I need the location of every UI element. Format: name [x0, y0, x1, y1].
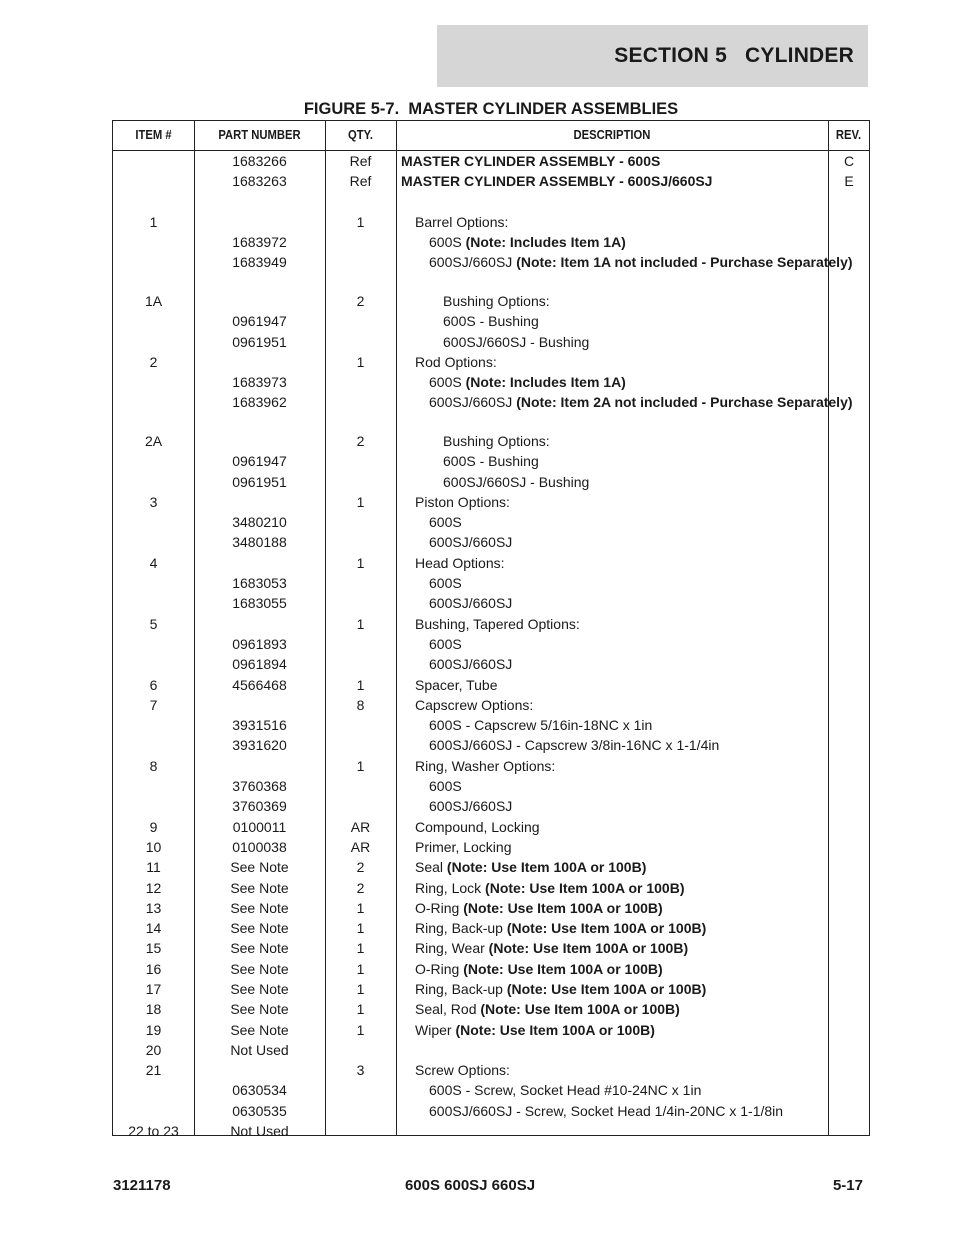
part-number-cell: 0630535 — [232, 1102, 287, 1119]
table-row — [113, 532, 869, 552]
description-cell — [401, 758, 840, 775]
description-cell — [401, 153, 826, 170]
revision-cell: C — [843, 153, 855, 169]
header-item: ITEM # — [135, 128, 172, 142]
table-row — [113, 979, 869, 999]
description-cell — [401, 798, 854, 815]
description-note: (Note: Use Item 100A or 100B) — [446, 859, 647, 876]
description-text: Barrel Options: — [415, 213, 509, 230]
table-row — [113, 695, 869, 715]
table-row — [113, 151, 869, 171]
description-text: Ring, Back-up — [415, 920, 503, 937]
item-number-cell: 10 — [145, 838, 162, 855]
description-cell — [401, 1103, 854, 1120]
header-rev: REV. — [835, 128, 862, 142]
item-number-cell: 6 — [149, 676, 158, 693]
description-note: (Note: Use Item 100A or 100B) — [463, 960, 663, 977]
description-text: 600SJ/660SJ — [429, 254, 513, 271]
table-row — [113, 573, 869, 593]
part-number-cell: 0961893 — [232, 635, 287, 652]
qty-cell: 1 — [356, 899, 365, 916]
qty-cell: 8 — [356, 696, 365, 713]
table-row — [113, 291, 869, 311]
footer-page-number: 5-17 — [832, 1177, 863, 1194]
section-title: SECTION 5 CYLINDER — [614, 44, 854, 67]
description-cell — [401, 234, 854, 251]
table-row — [113, 1020, 869, 1040]
description-text: Seal — [415, 859, 444, 876]
description-cell — [401, 494, 840, 511]
table-row — [113, 938, 869, 958]
description-note: (Note: Use Item 100A or 100B) — [506, 980, 707, 997]
qty-cell: AR — [350, 818, 371, 835]
description-text: 600S - Screw, Socket Head #10-24NC x 1in — [429, 1082, 702, 1099]
description-text: Bushing Options: — [443, 292, 550, 309]
table-row — [113, 431, 869, 451]
footer-models: 600S 600SJ 660SJ — [404, 1177, 536, 1194]
description-text: 600SJ/660SJ — [429, 534, 513, 551]
table-row — [113, 1101, 869, 1121]
table-row — [113, 332, 869, 352]
description-text: 600S — [429, 374, 462, 391]
description-cell — [401, 839, 840, 856]
table-row — [113, 472, 869, 492]
description-cell — [401, 940, 840, 957]
table-row — [113, 918, 869, 938]
qty-cell: 3 — [356, 1062, 365, 1079]
description-cell — [401, 474, 868, 491]
item-number-cell: 19 — [145, 1021, 162, 1038]
table-row — [113, 898, 869, 918]
description-note: (Note: Use Item 100A or 100B) — [488, 940, 689, 957]
part-number-cell: 0100011 — [232, 818, 287, 835]
description-text: MASTER CYLINDER ASSEMBLY - 600SJ/660SJ — [401, 173, 713, 190]
part-number-cell: 0630534 — [232, 1082, 287, 1099]
part-number-cell: See Note — [230, 1021, 289, 1038]
item-number-cell: 17 — [145, 980, 162, 997]
table-row — [113, 392, 869, 431]
part-number-cell: 0961947 — [232, 313, 287, 330]
description-text: 600SJ/660SJ — [429, 798, 513, 815]
description-text: Wiper — [415, 1021, 452, 1038]
part-number-cell: 3931516 — [232, 717, 287, 734]
description-text: MASTER CYLINDER ASSEMBLY - 600S — [401, 153, 661, 169]
part-number-cell: Not Used — [230, 1041, 289, 1058]
description-text: Head Options: — [415, 554, 505, 571]
header-description: DESCRIPTION — [573, 128, 651, 142]
spacer-row — [113, 192, 869, 212]
item-number-cell: 3 — [149, 493, 158, 510]
item-number-cell: 2A — [144, 432, 163, 449]
part-number-cell: See Note — [230, 899, 289, 916]
description-text: 600S - Bushing — [443, 313, 539, 330]
description-cell — [401, 717, 854, 734]
description-text: 600SJ/660SJ - Screw, Socket Head 1/4in-20NC x 1-1/8in — [429, 1102, 784, 1119]
item-number-cell: 16 — [145, 960, 162, 977]
description-cell — [401, 394, 854, 411]
description-note: (Note: Includes Item 1A) — [465, 234, 626, 251]
description-cell — [401, 920, 840, 937]
description-cell — [401, 575, 854, 592]
footer-doc-number: 3121178 — [113, 1177, 171, 1194]
description-text: O-Ring — [415, 899, 460, 916]
description-text: Primer, Locking — [415, 838, 512, 855]
description-text: Ring, Washer Options: — [415, 757, 556, 774]
part-number-cell: 0961951 — [232, 473, 287, 490]
description-cell — [401, 254, 854, 271]
description-text: Capscrew Options: — [415, 696, 534, 713]
item-number-cell: 22 to 23 — [128, 1123, 179, 1140]
part-number-cell: 1683972 — [232, 234, 287, 251]
section-header — [437, 25, 868, 87]
description-note: (Note: Use Item 100A or 100B) — [485, 879, 685, 896]
qty-cell: 1 — [356, 554, 365, 571]
table-row — [113, 959, 869, 979]
table-header-row — [113, 121, 869, 151]
description-cell — [401, 433, 868, 450]
part-number-cell: See Note — [230, 879, 289, 896]
part-number-cell: 0961951 — [232, 333, 287, 350]
part-number-cell: See Note — [230, 859, 289, 876]
description-cell — [401, 859, 840, 876]
table-row — [113, 311, 869, 331]
description-text: 600SJ/660SJ — [429, 656, 513, 673]
description-cell — [401, 1001, 840, 1018]
description-cell — [401, 313, 868, 330]
item-number-cell: 7 — [149, 696, 158, 713]
description-cell — [401, 900, 840, 917]
item-number-cell: 5 — [149, 615, 158, 632]
table-row — [113, 1121, 869, 1141]
qty-cell: 1 — [356, 960, 365, 977]
table-row — [113, 614, 869, 634]
item-number-cell: 1A — [144, 292, 163, 309]
description-text: O-Ring — [415, 960, 460, 977]
description-note: (Note: Item 1A not included - Purchase Separately) — [516, 254, 853, 271]
part-number-cell: Not Used — [230, 1123, 289, 1140]
description-text: Ring, Lock — [415, 879, 482, 896]
description-text: 600SJ/660SJ — [429, 394, 513, 411]
qty-cell: 2 — [356, 879, 365, 896]
qty-cell: 1 — [356, 940, 365, 957]
header-qty: QTY. — [347, 128, 374, 142]
description-cell — [401, 636, 854, 653]
description-text: Bushing Options: — [443, 432, 550, 449]
description-text: Ring, Wear — [415, 940, 485, 957]
table-row — [113, 878, 869, 898]
part-number-cell: 4566468 — [232, 676, 287, 693]
part-number-cell: 3480210 — [232, 514, 287, 531]
description-text: Piston Options: — [415, 493, 510, 510]
table-row — [113, 796, 869, 816]
part-number-cell: See Note — [230, 960, 289, 977]
part-number-cell: See Note — [230, 920, 289, 937]
part-number-cell: 1683055 — [232, 595, 287, 612]
revision-cell: E — [844, 173, 854, 190]
qty-cell: 1 — [356, 1001, 365, 1018]
description-cell — [401, 534, 854, 551]
qty-cell: 1 — [356, 920, 365, 937]
table-row — [113, 212, 869, 232]
part-number-cell: 1683263 — [232, 173, 287, 190]
description-cell — [401, 656, 854, 673]
table-row — [113, 735, 869, 755]
item-number-cell: 13 — [145, 899, 162, 916]
item-number-cell: 2 — [149, 353, 158, 370]
table-row — [113, 352, 869, 372]
table-row — [113, 715, 869, 735]
table-row — [113, 817, 869, 837]
description-text: 600SJ/660SJ - Capscrew 3/8in-16NC x 1-1/4in — [429, 737, 720, 754]
item-number-cell: 14 — [145, 920, 162, 937]
description-text: Compound, Locking — [415, 818, 540, 835]
description-note: (Note: Use Item 100A or 100B) — [506, 920, 707, 937]
qty-cell: 2 — [356, 292, 365, 309]
item-number-cell: 1 — [149, 213, 158, 230]
part-number-cell: 0961947 — [232, 453, 287, 470]
table-row — [113, 252, 869, 291]
item-number-cell: 12 — [145, 879, 162, 896]
part-number-cell: 0100038 — [232, 838, 287, 855]
qty-cell: 1 — [356, 980, 365, 997]
table-row — [113, 634, 869, 654]
description-cell — [401, 1082, 854, 1099]
description-cell — [401, 616, 840, 633]
qty-cell: AR — [350, 838, 371, 855]
description-cell — [401, 173, 826, 190]
item-number-cell: 4 — [149, 554, 158, 571]
description-cell — [401, 880, 840, 897]
part-number-cell: 1683266 — [232, 153, 287, 169]
description-text: 600SJ/660SJ - Bushing — [443, 333, 590, 350]
description-note: (Note: Item 2A not included - Purchase Separately) — [516, 394, 853, 411]
table-row — [113, 837, 869, 857]
item-number-cell: 20 — [145, 1041, 162, 1058]
table-row — [113, 1060, 869, 1080]
item-number-cell: 21 — [145, 1062, 162, 1079]
table-row — [113, 999, 869, 1019]
item-number-cell: 9 — [149, 818, 158, 835]
description-text: Ring, Back-up — [415, 980, 503, 997]
description-text: 600S — [429, 635, 462, 652]
part-number-cell: 1683962 — [232, 394, 287, 411]
description-text: Spacer, Tube — [415, 676, 498, 693]
description-note: (Note: Use Item 100A or 100B) — [480, 1001, 680, 1018]
part-number-cell: 1683949 — [232, 254, 287, 271]
description-cell — [401, 961, 840, 978]
description-cell — [401, 819, 840, 836]
item-number-cell: 18 — [145, 1001, 162, 1018]
table-row — [113, 654, 869, 674]
description-note: (Note: Use Item 100A or 100B) — [463, 899, 663, 916]
part-number-cell: 3480188 — [232, 534, 287, 551]
description-text: 600S — [429, 778, 462, 795]
table-body — [113, 151, 869, 1141]
figure-title: FIGURE 5-7. MASTER CYLINDER ASSEMBLIES — [303, 100, 679, 118]
item-number-cell: 8 — [149, 757, 158, 774]
description-text: 600S — [429, 575, 462, 592]
qty-cell: Ref — [349, 153, 372, 169]
table-row — [113, 512, 869, 532]
table-row — [113, 372, 869, 392]
part-number-cell: See Note — [230, 940, 289, 957]
description-text: Bushing, Tapered Options: — [415, 615, 580, 632]
description-cell — [401, 1022, 840, 1039]
qty-cell: Ref — [349, 173, 372, 190]
item-number-cell: 15 — [145, 940, 162, 957]
header-part-number: PART NUMBER — [218, 128, 301, 142]
qty-cell: 1 — [356, 615, 365, 632]
description-text: 600S — [429, 234, 462, 251]
table-row — [113, 232, 869, 252]
description-cell — [401, 374, 854, 391]
part-number-cell: 1683973 — [232, 374, 287, 391]
description-cell — [401, 293, 868, 310]
description-cell — [401, 354, 840, 371]
table-row — [113, 857, 869, 877]
description-text: 600SJ/660SJ - Bushing — [443, 473, 590, 490]
qty-cell: 2 — [356, 859, 365, 876]
description-text: Screw Options: — [415, 1062, 510, 1079]
description-cell — [401, 514, 854, 531]
description-text: 600SJ/660SJ — [429, 595, 513, 612]
description-note: (Note: Use Item 100A or 100B) — [455, 1021, 655, 1038]
description-text: 600S - Capscrew 5/16in-18NC x 1in — [429, 717, 653, 734]
table-row — [113, 492, 869, 512]
qty-cell: 1 — [356, 757, 365, 774]
description-cell — [401, 981, 840, 998]
part-number-cell: 3760369 — [232, 798, 287, 815]
description-cell — [401, 697, 840, 714]
qty-cell: 1 — [356, 1021, 365, 1038]
part-number-cell: 0961894 — [232, 656, 287, 673]
description-text: Rod Options: — [415, 353, 497, 370]
table-row — [113, 675, 869, 695]
qty-cell: 1 — [356, 213, 365, 230]
description-cell — [401, 595, 854, 612]
table-row — [113, 1080, 869, 1100]
table-row — [113, 553, 869, 573]
part-number-cell: See Note — [230, 1001, 289, 1018]
table-row — [113, 776, 869, 796]
table-row — [113, 593, 869, 613]
description-text: 600S — [429, 514, 462, 531]
qty-cell: 1 — [356, 493, 365, 510]
part-number-cell: See Note — [230, 980, 289, 997]
description-cell — [401, 214, 840, 231]
table-row — [113, 171, 869, 191]
qty-cell: 2 — [356, 432, 365, 449]
part-number-cell: 1683053 — [232, 575, 287, 592]
item-number-cell: 11 — [146, 859, 161, 876]
description-text: Seal, Rod — [415, 1001, 477, 1018]
description-cell — [401, 453, 868, 470]
qty-cell: 1 — [356, 353, 365, 370]
description-cell — [401, 737, 854, 754]
description-note: (Note: Includes Item 1A) — [465, 374, 626, 391]
description-cell — [401, 334, 868, 351]
table-row — [113, 451, 869, 471]
description-text: 600S - Bushing — [443, 453, 539, 470]
part-number-cell: 3931620 — [232, 737, 287, 754]
qty-cell: 1 — [356, 676, 365, 693]
description-cell — [401, 1062, 840, 1079]
table-row — [113, 1040, 869, 1060]
parts-table — [112, 120, 870, 1140]
part-number-cell: 3760368 — [232, 778, 287, 795]
description-cell — [401, 778, 854, 795]
description-cell — [401, 555, 840, 572]
description-cell — [401, 677, 840, 694]
table-row — [113, 756, 869, 776]
